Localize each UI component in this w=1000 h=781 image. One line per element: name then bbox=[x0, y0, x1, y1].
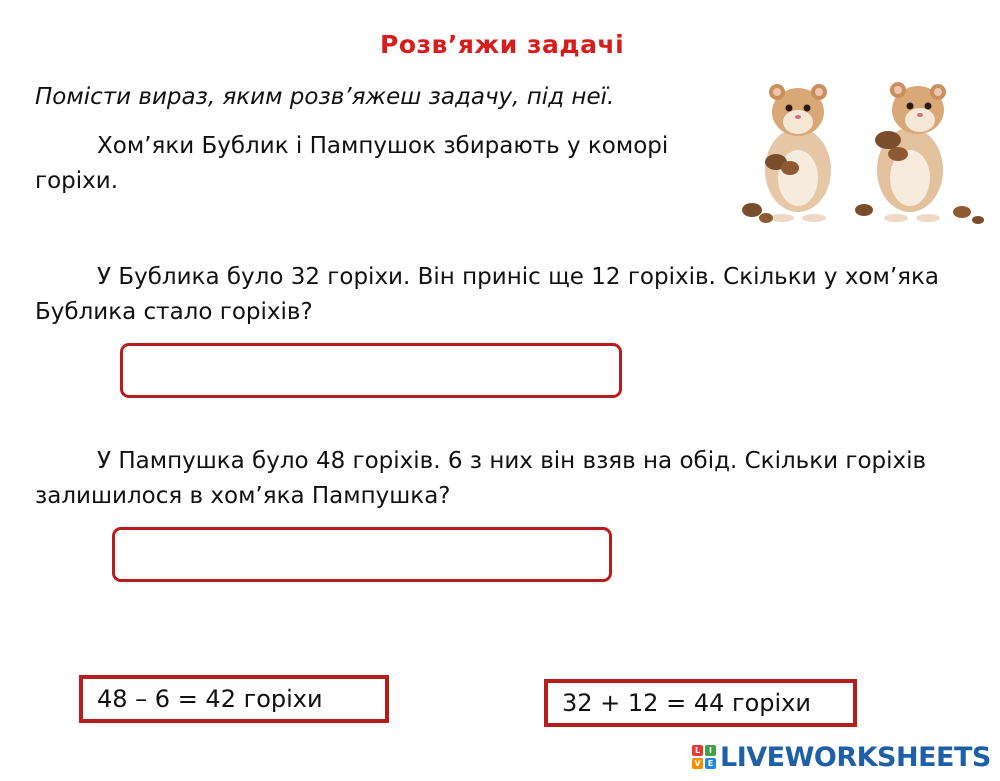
instruction-text: Помісти вираз, яким розв’яжеш задачу, під неї. bbox=[35, 84, 615, 110]
liveworksheets-logo-icon bbox=[692, 745, 716, 769]
intro-text bbox=[35, 129, 675, 199]
draggable-answer-1[interactable]: 48 – 6 = 42 горіхи bbox=[79, 675, 389, 723]
problem-1-content: У Бублика було 32 горіхи. Він приніс ще 12 горіхів. Скільки у хом’яка Бублика стало горіхів? bbox=[35, 264, 939, 325]
logo-letter-l: L bbox=[692, 745, 703, 756]
problem-2-text bbox=[35, 444, 955, 514]
logo-letter-i: I bbox=[705, 745, 716, 756]
problem-1-text bbox=[35, 260, 955, 330]
liveworksheets-brand bbox=[692, 740, 991, 774]
intro-text-content: Хом’яки Бублик і Пампушок збирають у коморі горіхи. bbox=[35, 133, 669, 194]
problem-2-content: У Пампушка було 48 горіхів. 6 з них він взяв на обід. Скільки горіхів залишилося в хом’яка Пампушка? bbox=[35, 448, 927, 509]
page-title: Розв’яжи задачі bbox=[380, 30, 625, 59]
answer-drop-zone-2[interactable] bbox=[112, 527, 612, 582]
brand-name: LIVEWORKSHEETS bbox=[720, 741, 991, 773]
hamsters-with-nuts-image bbox=[738, 70, 988, 232]
logo-letter-e: E bbox=[705, 758, 716, 769]
draggable-answer-2[interactable]: 32 + 12 = 44 горіхи bbox=[544, 679, 857, 727]
hamsters-illustration bbox=[738, 70, 988, 232]
answer-drop-zone-1[interactable] bbox=[120, 343, 622, 398]
logo-letter-v: V bbox=[692, 758, 703, 769]
